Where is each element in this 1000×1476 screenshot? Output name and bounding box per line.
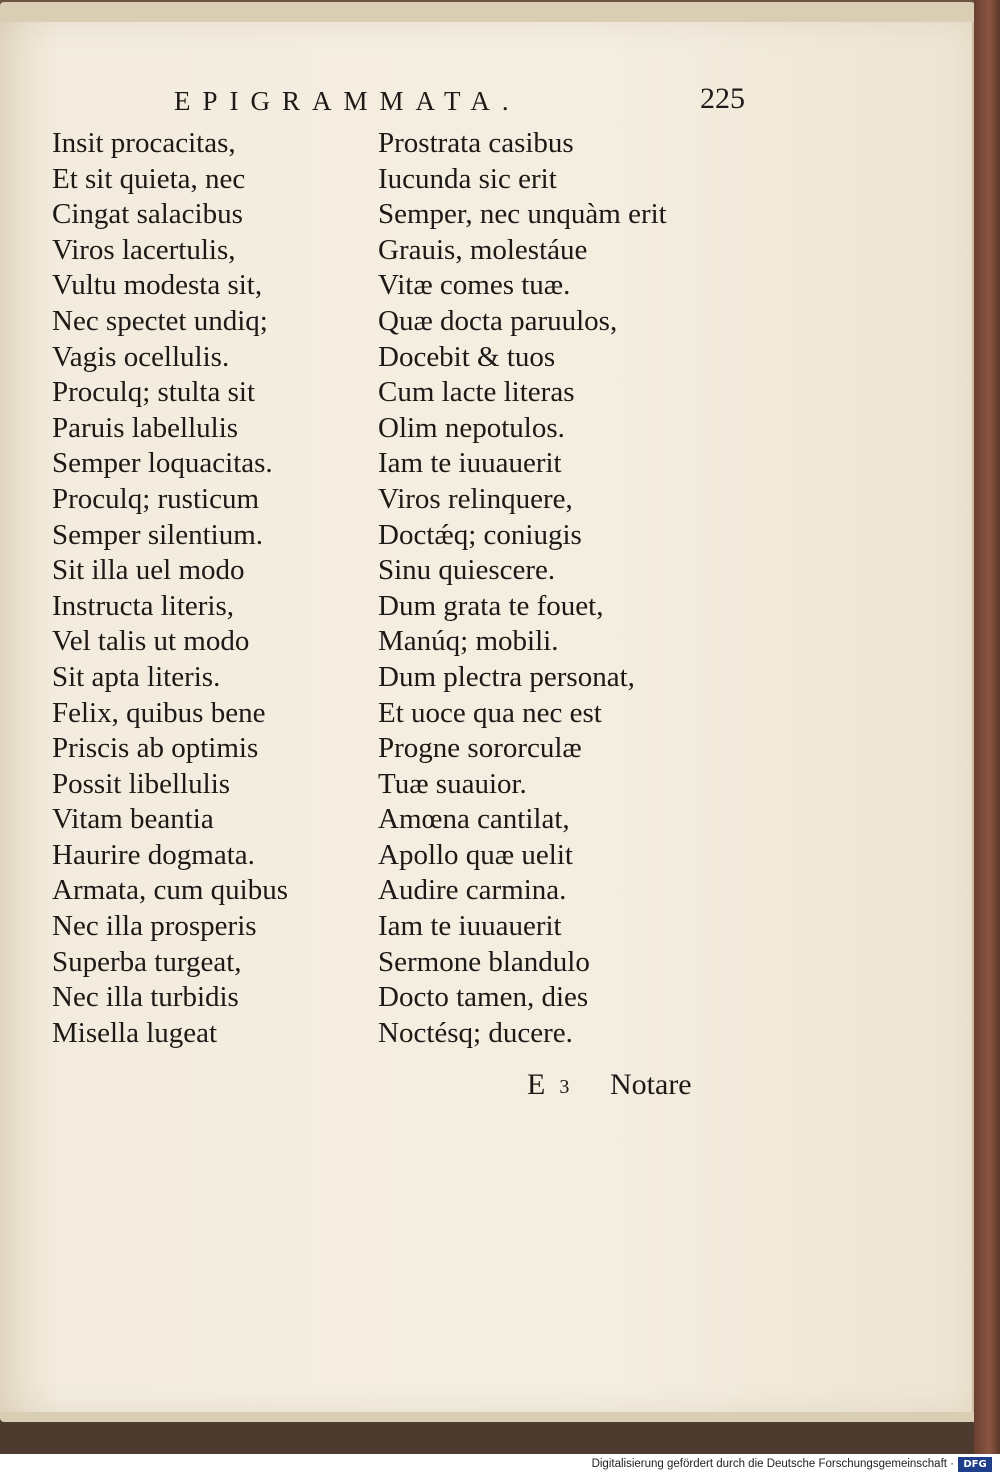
verse-line-right: Iucunda sic erit: [378, 162, 557, 195]
verse-line-right: Docto tamen, dies: [378, 981, 589, 1014]
verse-line-right: Viros relinquere,: [378, 482, 573, 515]
verse-line-left: Superba turgeat,: [52, 945, 242, 978]
verse-line-left: Haurire dogmata.: [52, 838, 255, 871]
verse-line-left: Semper silentium.: [52, 518, 264, 551]
verse-line-right: Quæ docta paruulos,: [378, 304, 618, 337]
verse-line-right: Manúq; mobili.: [378, 625, 559, 658]
verse-line-left: Insit procacitas,: [52, 127, 236, 159]
verse-line-left: Misella lugeat: [52, 1016, 218, 1049]
verse-line-left: Vel talis ut modo: [52, 625, 250, 658]
catchword: Notare: [610, 1068, 692, 1101]
verse-line-left: Proculq; stulta sit: [52, 376, 255, 409]
verse-line-left: Sit apta literis.: [52, 660, 221, 693]
verse-line-left: Vagis ocellulis.: [52, 340, 230, 373]
verse-line-right: Et uoce qua nec est: [378, 696, 602, 729]
verse-line-left: Instructa literis,: [52, 589, 235, 622]
signature-letter: E: [527, 1068, 546, 1101]
verse-line-right: Grauis, molestáue: [378, 233, 588, 266]
verse-line-left: Paruis labellulis: [52, 411, 239, 444]
verse-line-left: Et sit quieta, nec: [52, 162, 246, 195]
left-column: [52, 126, 288, 1051]
verse-line-right: Amœna cantilat,: [378, 803, 570, 836]
verse-line-left: Vultu modesta sit,: [52, 269, 263, 302]
verse-line-left: Viros lacertulis,: [52, 233, 236, 266]
dfg-logo: DFG: [958, 1457, 992, 1472]
verse-line-left: Vitam beantia: [52, 803, 214, 836]
verse-line-left: Possit libellulis: [52, 767, 231, 800]
verse-line-right: Sermone blandulo: [378, 945, 590, 978]
verse-line-right: Iam te iuuauerit: [378, 447, 562, 480]
binding-edge: [974, 0, 1000, 1476]
verse-line-left: Sit illa uel modo: [52, 554, 245, 587]
verse-line-right: Semper, nec unquàm erit: [378, 198, 667, 231]
verse-line-right: Doctǽq; coniugis: [378, 518, 582, 551]
verse-line-left: Semper loquacitas.: [52, 447, 273, 480]
right-column: [378, 126, 667, 1051]
verse-line-right: Prostrata casibus: [378, 127, 574, 159]
verse-line-left: Nec spectet undiq;: [52, 304, 268, 337]
verse-line-right: Vitæ comes tuæ.: [378, 269, 571, 302]
verse-line-right: Apollo quæ uelit: [378, 838, 573, 871]
verse-line-right: Olim nepotulos.: [378, 411, 565, 444]
signature-mark: [527, 1068, 569, 1102]
page-number: 225: [700, 82, 745, 115]
verse-line-left: Felix, quibus bene: [52, 696, 266, 729]
signature-number: 3: [559, 1075, 570, 1098]
verse-line-left: Proculq; rusticum: [52, 482, 260, 515]
verse-line-right: Noctésq; ducere.: [378, 1016, 573, 1049]
funding-credit: Digitalisierung gefördert durch die Deutsche Forschungsgemeinschaft ·: [591, 1458, 954, 1470]
verse-line-left: Armata, cum quibus: [52, 874, 288, 907]
verse-line-right: Tuæ suauior.: [378, 767, 527, 800]
verse-line-left: Nec illa prosperis: [52, 910, 257, 943]
verse-line-right: Dum plectra personat,: [378, 660, 635, 693]
running-head: EPIGRAMMATA.: [174, 86, 521, 116]
verse-line-right: Audire carmina.: [378, 874, 567, 907]
verse-line-right: Docebit & tuos: [378, 340, 556, 373]
verse-line-right: Sinu quiescere.: [378, 554, 556, 587]
verse-line-left: Cingat salacibus: [52, 198, 243, 231]
verse-line-right: Dum grata te fouet,: [378, 589, 604, 622]
credit-bar: [0, 1454, 1000, 1476]
verse-line-right: Progne sororculæ: [378, 732, 582, 765]
verse-line-left: Nec illa turbidis: [52, 981, 239, 1014]
verse-line-right: Iam te iuuauerit: [378, 910, 562, 943]
verse-line-left: Priscis ab optimis: [52, 732, 259, 765]
verse-line-right: Cum lacte literas: [378, 376, 575, 409]
